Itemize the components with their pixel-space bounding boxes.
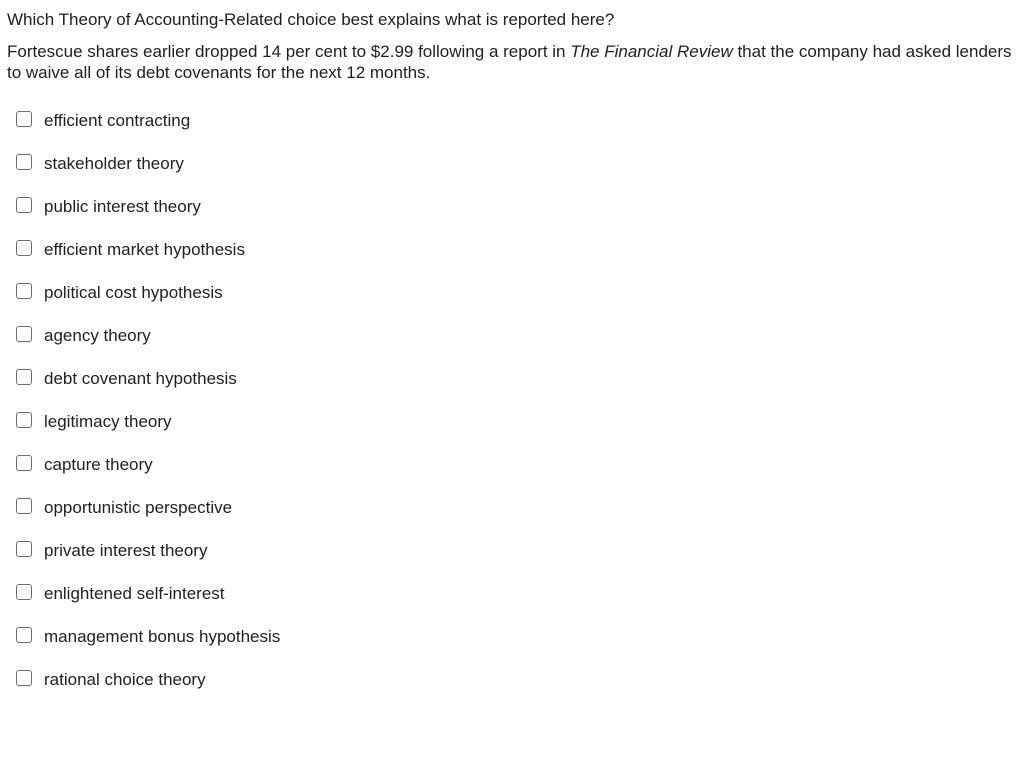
answer-option-label: political cost hypothesis <box>44 283 223 302</box>
answer-option-label: rational choice theory <box>44 670 206 689</box>
checkbox[interactable] <box>16 240 32 256</box>
checkbox[interactable] <box>16 541 32 557</box>
answer-option-label: debt covenant hypothesis <box>44 369 237 388</box>
answer-option-label: opportunistic perspective <box>44 498 233 517</box>
question-text: Which Theory of Accounting-Related choice best explains what is reported here? <box>7 10 615 29</box>
checkbox[interactable] <box>16 326 32 342</box>
checkbox[interactable] <box>16 111 32 127</box>
checkbox[interactable] <box>16 670 32 686</box>
checkbox[interactable] <box>16 154 32 170</box>
answer-option[interactable] <box>16 583 280 626</box>
answer-option-label: efficient market hypothesis <box>44 240 245 259</box>
answer-option[interactable] <box>16 368 280 411</box>
checkbox[interactable] <box>16 455 32 471</box>
checkbox[interactable] <box>16 369 32 385</box>
passage-text-after: that the company had asked lenders to waive all of its debt covenants for the next 12 months. <box>7 42 1012 82</box>
answer-option[interactable] <box>16 669 280 712</box>
answer-option-label: public interest theory <box>44 197 201 216</box>
question-passage <box>7 41 1012 83</box>
answer-option[interactable] <box>16 110 280 153</box>
answer-option[interactable] <box>16 196 280 239</box>
checkbox[interactable] <box>16 498 32 514</box>
checkbox[interactable] <box>16 627 32 643</box>
answer-option-label: agency theory <box>44 326 151 345</box>
answer-option-label: capture theory <box>44 455 153 474</box>
answer-option-label: efficient contracting <box>44 111 191 130</box>
answer-option[interactable] <box>16 282 280 325</box>
answer-options-list <box>16 110 280 712</box>
checkbox[interactable] <box>16 283 32 299</box>
answer-option-label: private interest theory <box>44 541 208 560</box>
answer-option[interactable] <box>16 239 280 282</box>
answer-option[interactable] <box>16 411 280 454</box>
answer-option-label: stakeholder theory <box>44 154 184 173</box>
publication-name: The Financial Review <box>570 42 733 61</box>
answer-option-label: enlightened self-interest <box>44 584 225 603</box>
checkbox[interactable] <box>16 584 32 600</box>
answer-option-label: management bonus hypothesis <box>44 627 281 646</box>
answer-option[interactable] <box>16 325 280 368</box>
passage-text-before: Fortescue shares earlier dropped 14 per cent to $2.99 following a report in <box>7 42 571 61</box>
checkbox[interactable] <box>16 197 32 213</box>
answer-option[interactable] <box>16 497 280 540</box>
answer-option-label: legitimacy theory <box>44 412 172 431</box>
checkbox[interactable] <box>16 412 32 428</box>
answer-option[interactable] <box>16 626 280 669</box>
answer-option[interactable] <box>16 153 280 196</box>
answer-option[interactable] <box>16 540 280 583</box>
answer-option[interactable] <box>16 454 280 497</box>
